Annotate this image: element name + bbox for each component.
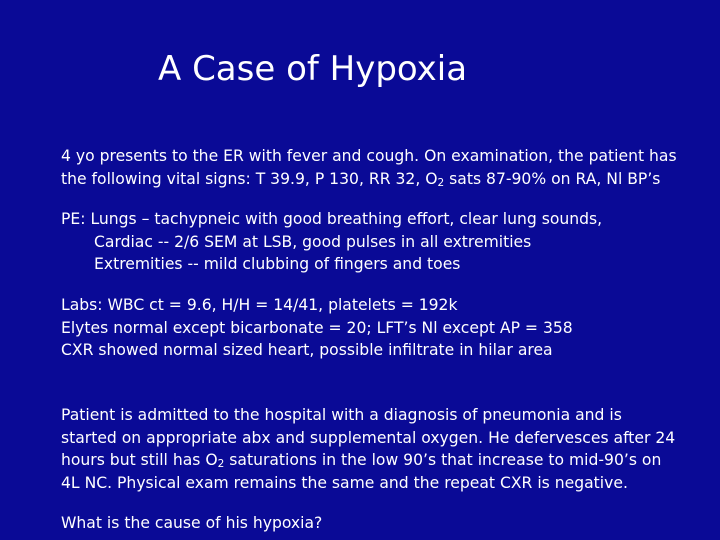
- hospital-course-paragraph: [61, 404, 675, 494]
- exam-cardiac-line: Cardiac -- 2/6 SEM at LSB, good pulses in all extremities: [94, 232, 532, 251]
- presentation-vitals-paragraph: [61, 145, 677, 190]
- exam-lungs-line: PE: Lungs – tachypneic with good breathing effort, clear lung sounds,: [61, 210, 603, 228]
- question-text: What is the cause of his hypoxia?: [61, 514, 323, 532]
- o2-subscript: 2: [217, 458, 225, 470]
- labs-cbc-line: Labs: WBC ct = 9.6, H/H = 14/41, platelets = 192k: [61, 296, 458, 314]
- course-line-4: 4L NC. Physical exam remains the same and the repeat CXR is negative.: [61, 473, 628, 492]
- exam-extremities-line: Extremities -- mild clubbing of fingers and toes: [94, 255, 461, 273]
- vitals-line-1: 4 yo presents to the ER with fever and cough. On examination, the patient has: [61, 147, 677, 165]
- course-line-3-end: saturations in the low 90’s that increase to mid-90’s on: [224, 451, 662, 469]
- vitals-line-2: [61, 168, 677, 191]
- course-line-2: started on appropriate abx and supplemental oxygen. He defervesces after 24: [61, 428, 676, 447]
- labs-chem-line: Elytes normal except bicarbonate = 20; LFT’s Nl except AP = 358: [61, 318, 573, 337]
- course-line-3: [61, 449, 675, 472]
- physical-exam-paragraph: [61, 208, 602, 276]
- course-line-3-start: hours but still has O: [61, 451, 218, 469]
- vitals-line-2-end: sats 87-90% on RA, Nl BP’s: [444, 169, 661, 188]
- labs-paragraph: [61, 294, 573, 362]
- labs-cxr-line: CXR showed normal sized heart, possible infiltrate in hilar area: [61, 341, 553, 359]
- slide-title: A Case of Hypoxia: [158, 49, 468, 89]
- question-line: [61, 512, 322, 535]
- course-line-1: Patient is admitted to the hospital with a diagnosis of pneumonia and is: [61, 406, 622, 424]
- vitals-line-2-start: the following vital signs: T 39.9, P 130, RR 32, O: [61, 169, 438, 188]
- o2-subscript: 2: [437, 176, 445, 189]
